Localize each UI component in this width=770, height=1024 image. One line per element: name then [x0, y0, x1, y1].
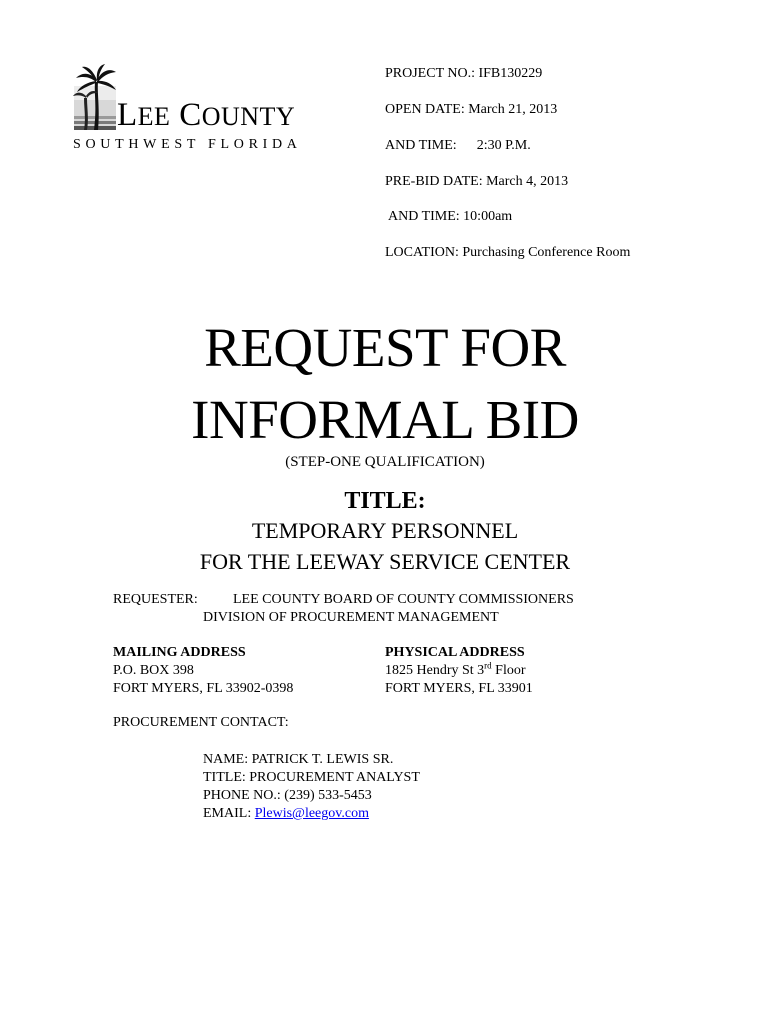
- email-link[interactable]: Plewis@leegov.com: [254, 806, 369, 821]
- title-label: TITLE:: [344, 488, 426, 514]
- open-time-label: AND TIME:: [385, 138, 457, 153]
- subject-line2: FOR THE LEEWAY SERVICE CENTER: [199, 549, 571, 574]
- contact-email: [203, 807, 369, 821]
- mailing-address-line1: P.O. BOX 398: [113, 663, 194, 678]
- physical-address-line2: FORT MYERS, FL 33901: [385, 681, 533, 696]
- logo-C: C: [179, 97, 202, 133]
- meeting-location: LOCATION: Purchasing Conference Room: [385, 245, 631, 260]
- prebid-date: PRE-BID DATE: March 4, 2013: [385, 174, 569, 189]
- logo-wordmark: [117, 99, 295, 132]
- floor-text: Floor: [491, 663, 526, 678]
- contact-title: TITLE: PROCUREMENT ANALYST: [203, 770, 420, 785]
- physical-address-line1: [385, 660, 526, 678]
- contact-phone: PHONE NO.: (239) 533-5453: [203, 788, 372, 803]
- requester-line2: DIVISION OF PROCUREMENT MANAGEMENT: [203, 610, 499, 625]
- open-time: [385, 139, 531, 153]
- email-label: EMAIL:: [203, 806, 255, 821]
- open-time-value: 2:30 P.M.: [476, 138, 531, 153]
- logo-ee: EE: [137, 102, 171, 131]
- logo-tagline: SOUTHWEST FLORIDA: [73, 137, 302, 152]
- qualification-note: (STEP-ONE QUALIFICATION): [285, 454, 485, 470]
- palm-tree-icon: [72, 64, 118, 134]
- requester-line1: LEE COUNTY BOARD OF COUNTY COMMISSIONERS: [233, 592, 574, 607]
- street-address: 1825 Hendry St 3: [385, 663, 485, 678]
- contact-name: NAME: PATRICK T. LEWIS SR.: [203, 752, 394, 767]
- ordinal-suffix: rd: [484, 660, 492, 671]
- prebid-time: AND TIME: 10:00am: [388, 209, 513, 224]
- subject-line1: TEMPORARY PERSONNEL: [251, 518, 519, 543]
- open-date: OPEN DATE: March 21, 2013: [385, 102, 558, 117]
- document-title-line1: REQUEST FOR: [204, 317, 566, 378]
- physical-address-heading: PHYSICAL ADDRESS: [385, 645, 525, 660]
- requester-label: REQUESTER:: [113, 592, 198, 607]
- mailing-address-line2: FORT MYERS, FL 33902-0398: [113, 681, 294, 696]
- project-number: PROJECT NO.: IFB130229: [385, 66, 543, 81]
- procurement-contact-heading: PROCUREMENT CONTACT:: [113, 715, 289, 730]
- logo-L: L: [117, 97, 138, 133]
- document-title-line2: INFORMAL BID: [191, 389, 579, 450]
- logo-ounty: OUNTY: [201, 102, 296, 131]
- mailing-address-heading: MAILING ADDRESS: [113, 645, 246, 660]
